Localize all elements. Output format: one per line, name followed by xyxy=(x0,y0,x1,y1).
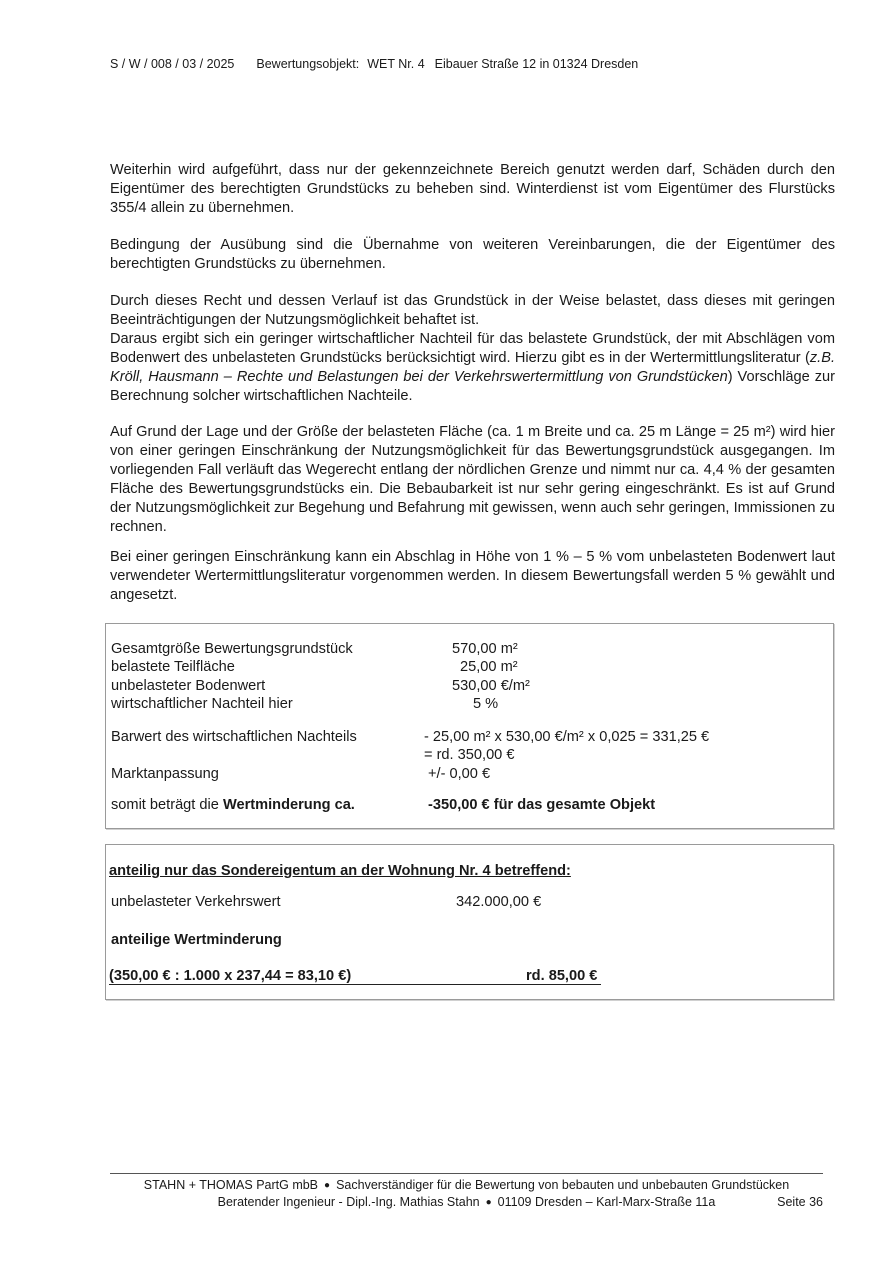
calc-row-label: belastete Teilfläche xyxy=(111,659,235,675)
paragraph-5: Bei einer geringen Einschränkung kann ein Abschlag in Höhe von 1 % – 5 % vom unbelasteten Bodenwert laut verwendeter Wertermittlungsliteratur vorgenommen werden. In diesem Bewertungsfall werden 5 % gewählt und angesetzt. xyxy=(110,549,835,603)
calc-total-value: -350,00 € für das gesamte Objekt xyxy=(428,797,656,813)
share-title: anteilig nur das Sondereigentum an der Wohnung Nr. 4 betreffend: xyxy=(109,863,571,879)
share-row-value: rd. 85,00 € xyxy=(526,968,598,984)
document-reference: S / W / 008 / 03 / 2025 xyxy=(110,57,235,71)
calc-row-label: Marktanpassung xyxy=(111,766,219,782)
footer-firm: STAHN + THOMAS PartG mbB xyxy=(143,1178,319,1192)
share-row-value: 342.000,00 € xyxy=(456,894,542,910)
calc-total-label-bold: Wertminderung ca. xyxy=(222,797,355,813)
share-row-label: unbelasteter Verkehrswert xyxy=(111,894,281,910)
paragraph-4: Auf Grund der Lage und der Größe der belasteten Fläche (ca. 1 m Breite und ca. 25 m Länge = 25 m²) wird hier von einer geringen Einschränkung der Nutzungsmöglichkeit für das Bewertungsgrundstück ausgegangen. Im vorliegenden Fall verläuft das Wegerecht entlang der nördlichen Grenze und nimmt nur ca. 4,4 % der gesamten Fläche des Bewertungsgrundstücks ein. Die Bebaubarkeit ist nur sehr gering eingeschränkt. Es ist auf Grund der Nutzungsmöglichkeit zur Begehung und Befahrung mit gewissen, wenn auch sehr geringen, Immissionen zu rechnen. xyxy=(110,424,835,535)
calc-row-value: +/- 0,00 € xyxy=(428,766,491,782)
footer-line-2 xyxy=(110,1194,823,1211)
calc-row-label: Barwert des wirtschaftlichen Nachteils xyxy=(111,729,357,745)
bullet-icon: ● xyxy=(324,1180,331,1191)
header-address: Eibauer Straße 12 in 01324 Dresden xyxy=(434,57,639,71)
share-box xyxy=(105,844,834,1000)
paragraph-3b-post: ) Vorschläge zur Berechnung solcher wirtschaftlichen Nachteile. xyxy=(110,369,835,404)
calc-row-value: 5 % xyxy=(473,696,499,712)
paragraph-3b-pre: Daraus ergibt sich ein geringer wirtschaftlicher Nachteil für das belastete Grundstück, der mit Abschlägen vom Bodenwert des unbelasteten Grundstücks berücksichtigt wird. Hierzu gibt es in der Wertermittlungsliteratur ( xyxy=(110,331,835,366)
share-row-label: (350,00 € : 1.000 x 237,44 = 83,10 €) xyxy=(109,968,352,984)
calc-row-value: 25,00 m² xyxy=(460,659,518,675)
page-number: Seite 36 xyxy=(777,1195,823,1209)
footer-address: 01109 Dresden – Karl-Marx-Straße 11a xyxy=(497,1195,716,1209)
footer-engineer: Beratender Ingenieur - Dipl.-Ing. Mathias Stahn xyxy=(217,1195,480,1209)
footer-divider xyxy=(110,1173,823,1174)
calc-row-label xyxy=(111,796,355,814)
calc-row-label: wirtschaftlicher Nachteil hier xyxy=(111,696,293,712)
calculation-box xyxy=(105,623,834,829)
header-label: Bewertungsobjekt: xyxy=(256,57,360,71)
footer-expertise: Sachverständiger für die Bewertung von bebauten und unbebauten Grundstücken xyxy=(336,1178,790,1192)
page-header xyxy=(110,57,660,71)
paragraph-3 xyxy=(110,292,835,406)
calc-row-label: Gesamtgröße Bewertungsgrundstück xyxy=(111,641,353,657)
paragraph-3b xyxy=(110,330,835,406)
literature-reference: z.B. Kröll, Hausmann – Rechte und Belastungen bei der Verkehrswertermittlung von Grundstücken xyxy=(110,350,835,385)
calc-row-label: unbelasteter Bodenwert xyxy=(111,678,266,694)
calc-row-value: = rd. 350,00 € xyxy=(424,747,515,763)
calc-row-value: - 25,00 m² x 530,00 €/m² x 0,025 = 331,25 € xyxy=(424,729,710,745)
footer-line-1 xyxy=(110,1177,823,1194)
calc-row-value: 570,00 m² xyxy=(452,641,518,657)
paragraph-1: Weiterhin wird aufgeführt, dass nur der gekennzeichnete Bereich genutzt werden darf, Schäden durch den Eigentümer des berechtigten Grundstücks zu beheben sind. Winterdienst ist vom Eigentümer des Flurstücks 355/4 allein zu übernehmen. xyxy=(110,162,835,216)
header-object: WET Nr. 4 xyxy=(367,57,425,71)
share-underline xyxy=(109,984,601,985)
calc-row-value: 530,00 €/m² xyxy=(452,678,530,694)
calc-total-label: somit beträgt die xyxy=(111,797,223,813)
paragraph-3a: Durch dieses Recht und dessen Verlauf ist das Grundstück in der Weise belastet, dass dieses mit geringen Beeinträchtigungen der Nutzungsmöglichkeit behaftet ist. xyxy=(110,293,835,328)
bullet-icon: ● xyxy=(485,1197,492,1208)
paragraph-2: Bedingung der Ausübung sind die Übernahme von weiteren Vereinbarungen, die der Eigentümer des berechtigten Grundstücks zu übernehmen. xyxy=(110,237,835,272)
share-row-label: anteilige Wertminderung xyxy=(111,932,282,948)
